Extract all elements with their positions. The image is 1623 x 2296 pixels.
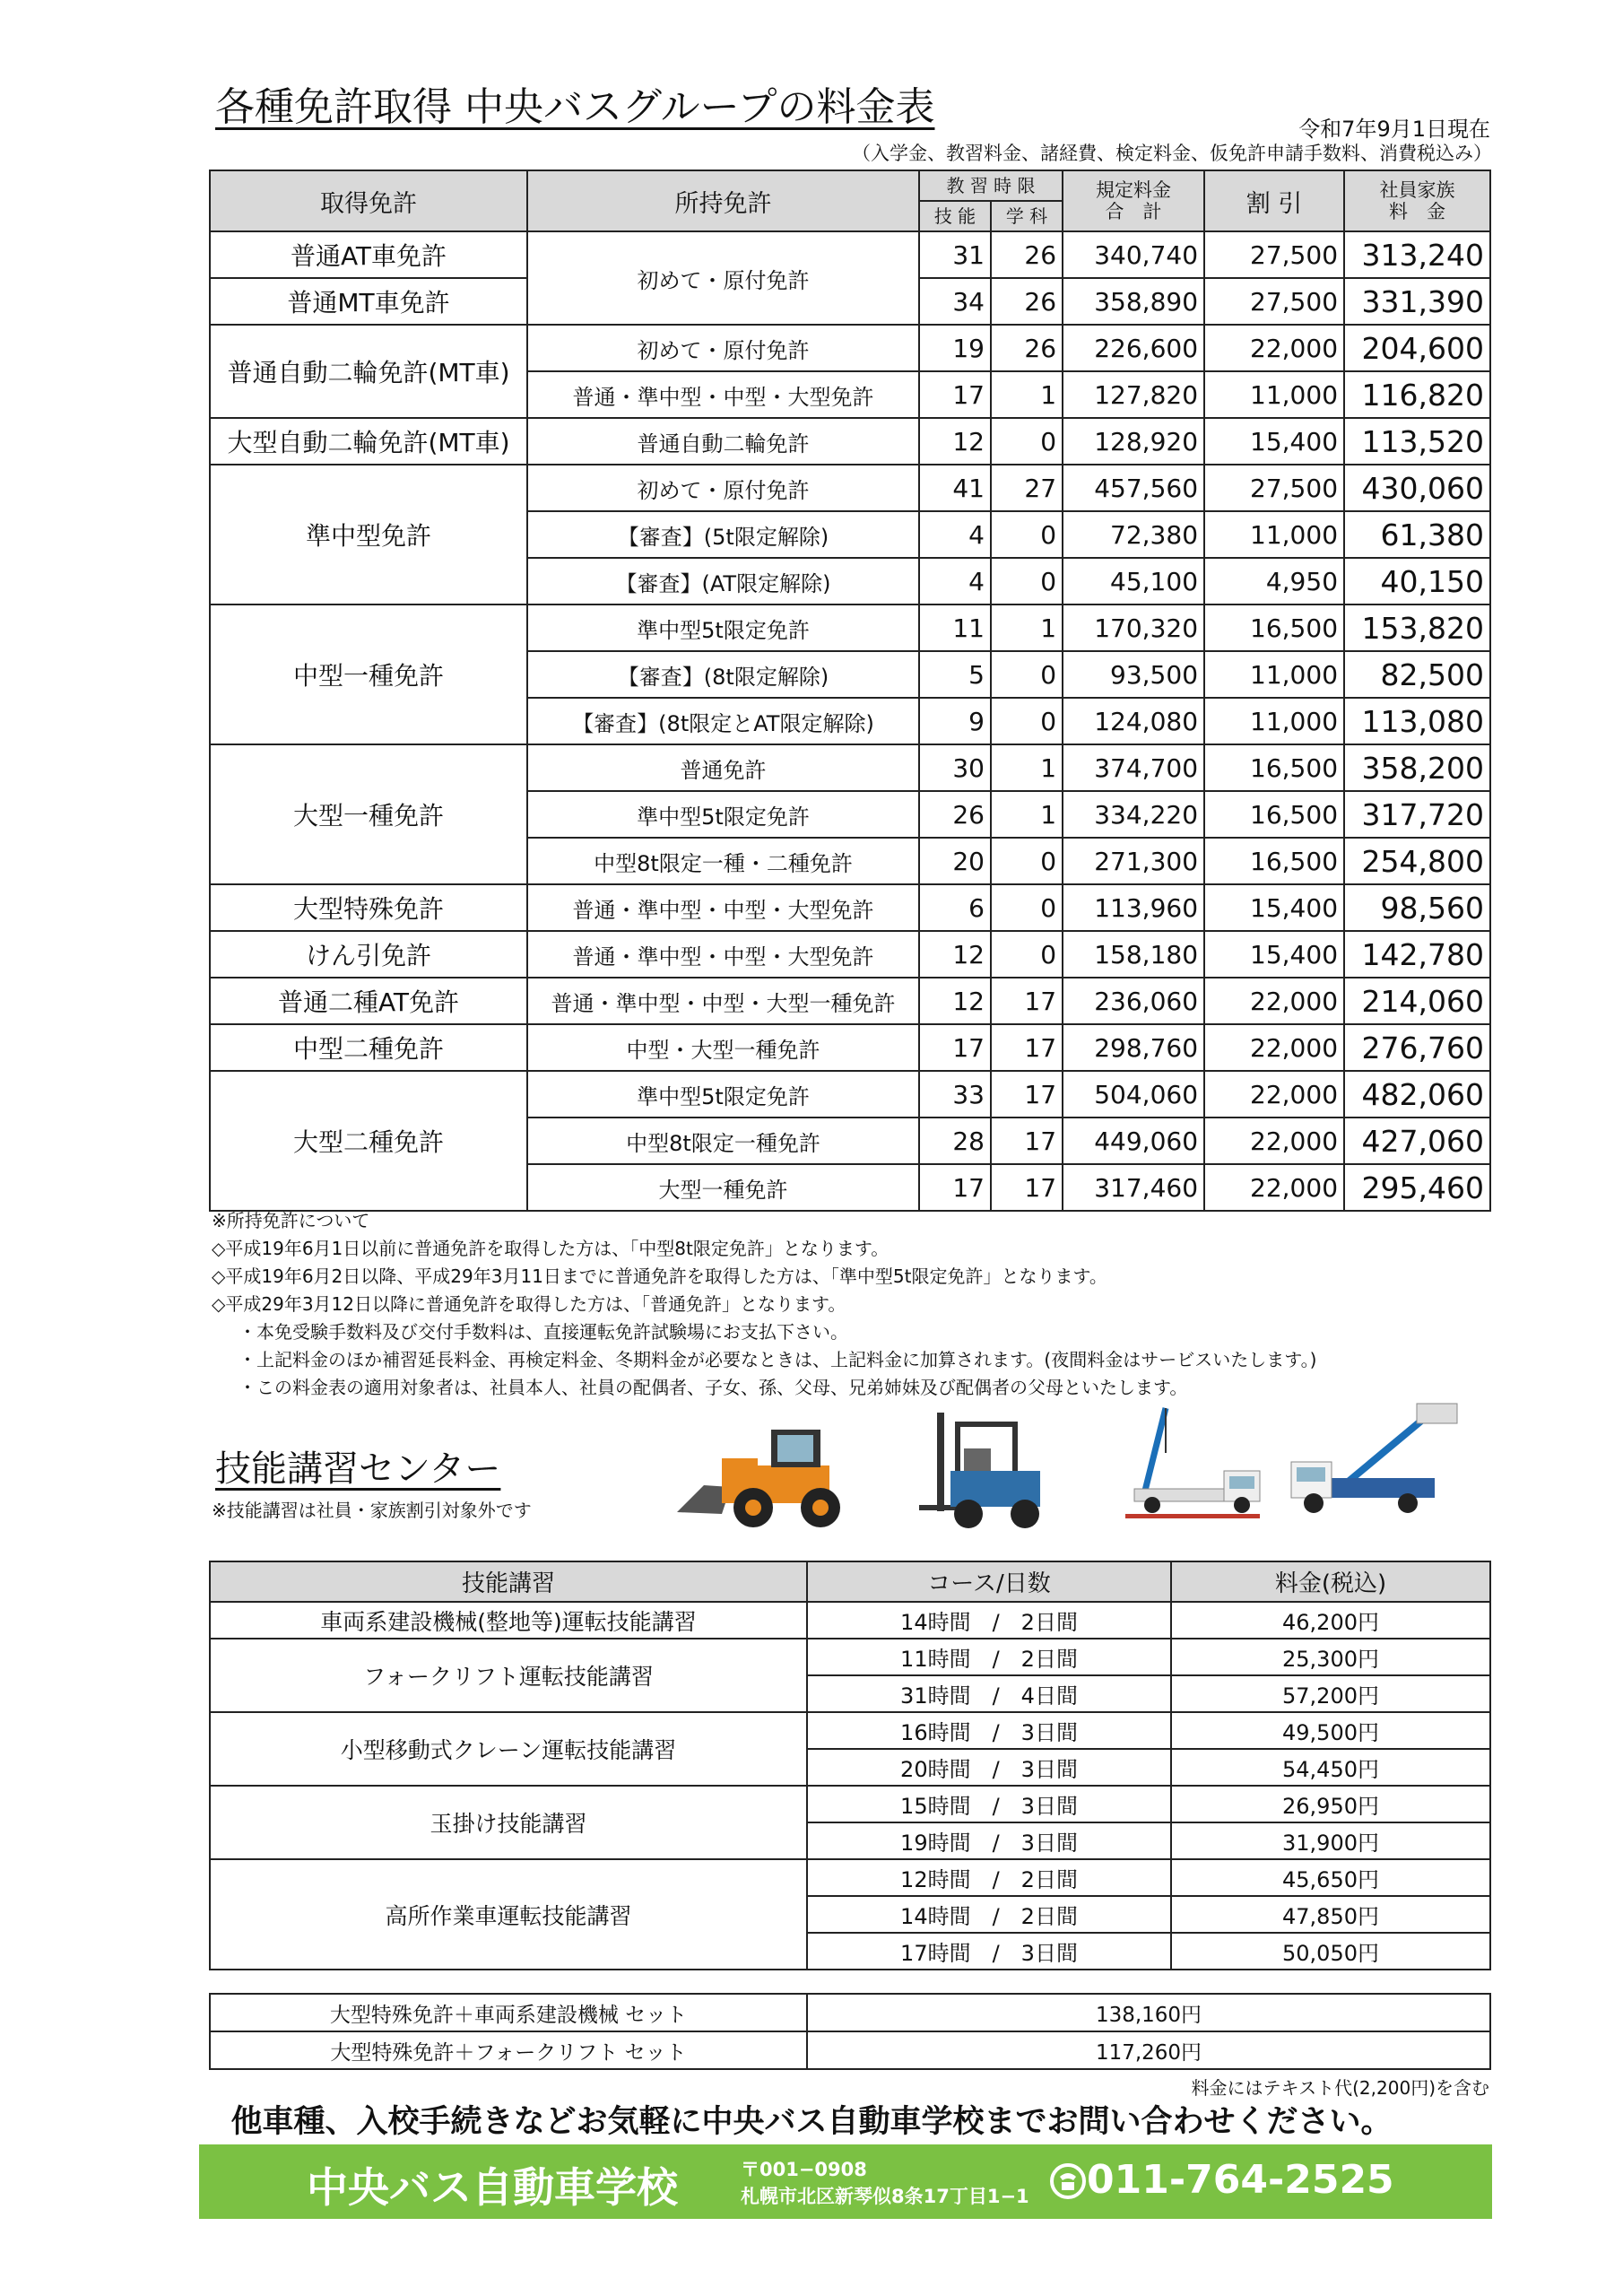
standard-total: 124,080: [1063, 698, 1204, 744]
theory-hours: 0: [991, 651, 1063, 698]
discount-amount: 22,000: [1204, 1164, 1344, 1211]
license-name: 普通AT車免許: [210, 231, 527, 278]
header-duration: コース/日数: [807, 1561, 1171, 1602]
discount-amount: 15,400: [1204, 418, 1344, 465]
course-fee: 57,200円: [1171, 1675, 1490, 1712]
held-license: 中型8t限定一種免許: [527, 1118, 919, 1164]
license-fee-table: [209, 170, 1491, 1212]
standard-total: 504,060: [1063, 1071, 1204, 1118]
course-row: [210, 1712, 1490, 1749]
course-name: 高所作業車運転技能講習: [210, 1859, 807, 1970]
discount-amount: 22,000: [1204, 1071, 1344, 1118]
note-line: ◇平成29年3月12日以降に普通免許を取得した方は、「普通免許」となります。: [212, 1293, 846, 1315]
standard-total: 170,320: [1063, 604, 1204, 651]
theory-hours: 0: [991, 931, 1063, 978]
effective-date: 令和7年9月1日現在: [1298, 117, 1490, 142]
family-fee: 113,080: [1344, 698, 1490, 744]
discount-amount: 16,500: [1204, 791, 1344, 838]
discount-amount: 4,950: [1204, 558, 1344, 604]
standard-total: 271,300: [1063, 838, 1204, 884]
discount-amount: 11,000: [1204, 371, 1344, 418]
theory-hours: 17: [991, 1071, 1063, 1118]
family-fee: 204,600: [1344, 325, 1490, 371]
forklift-image: [910, 1408, 1063, 1534]
family-fee: 430,060: [1344, 465, 1490, 511]
held-license: 初めて・原付免許: [527, 465, 919, 511]
standard-total: 226,600: [1063, 325, 1204, 371]
theory-hours: 0: [991, 558, 1063, 604]
license-name: けん引免許: [210, 931, 527, 978]
standard-total: 128,920: [1063, 418, 1204, 465]
skill-center-title: 技能講習センター: [215, 1448, 501, 1490]
family-fee: 358,200: [1344, 744, 1490, 791]
school-name: 中央バス自動車学校: [307, 2163, 678, 2212]
license-name: 準中型免許: [210, 465, 527, 604]
course-duration: 15時間 / 3日間: [807, 1786, 1171, 1822]
license-name: 大型一種免許: [210, 744, 527, 884]
license-name: 大型自動二輪免許(MT車): [210, 418, 527, 465]
held-license: 普通自動二輪免許: [527, 418, 919, 465]
skill-hours: 6: [919, 884, 991, 931]
discount-amount: 27,500: [1204, 278, 1344, 325]
aerial-work-truck-image: [1282, 1399, 1480, 1534]
set-name: 大型特殊免許＋車両系建設機械 セット: [210, 1994, 807, 2031]
discount-amount: 22,000: [1204, 1118, 1344, 1164]
theory-hours: 0: [991, 418, 1063, 465]
fee-row: [210, 1071, 1490, 1118]
skill-hours: 4: [919, 511, 991, 558]
family-fee: 295,460: [1344, 1164, 1490, 1211]
family-fee: 40,150: [1344, 558, 1490, 604]
theory-hours: 0: [991, 838, 1063, 884]
theory-hours: 0: [991, 698, 1063, 744]
theory-hours: 17: [991, 1118, 1063, 1164]
course-duration: 20時間 / 3日間: [807, 1749, 1171, 1786]
theory-hours: 0: [991, 511, 1063, 558]
family-fee: 98,560: [1344, 884, 1490, 931]
theory-hours: 27: [991, 465, 1063, 511]
note-line: ・この料金表の適用対象者は、社員本人、社員の配偶者、子女、孫、父母、兄弟姉妹及び配偶者の父母といたします。: [239, 1377, 1188, 1398]
note-line: ◇平成19年6月2日以降、平成29年3月11日までに普通免許を取得した方は、「準中型5t限定免許」となります。: [212, 1265, 1107, 1287]
license-name: 大型二種免許: [210, 1071, 527, 1211]
skill-hours: 12: [919, 931, 991, 978]
fee-row: [210, 978, 1490, 1024]
course-duration: 14時間 / 2日間: [807, 1602, 1171, 1639]
standard-total: 72,380: [1063, 511, 1204, 558]
discount-amount: 22,000: [1204, 325, 1344, 371]
discount-amount: 11,000: [1204, 698, 1344, 744]
skill-hours: 26: [919, 791, 991, 838]
discount-amount: 11,000: [1204, 651, 1344, 698]
course-fee: 31,900円: [1171, 1822, 1490, 1859]
family-fee: 113,520: [1344, 418, 1490, 465]
skill-hours: 28: [919, 1118, 991, 1164]
course-fee: 25,300円: [1171, 1639, 1490, 1675]
family-fee: 276,760: [1344, 1024, 1490, 1071]
footer-banner: [199, 2144, 1492, 2219]
header-total: 規定料金 合 計: [1063, 170, 1204, 231]
held-license: 中型・大型一種免許: [527, 1024, 919, 1071]
license-name: 普通自動二輪免許(MT車): [210, 325, 527, 418]
header-theory: 学 科: [991, 201, 1063, 231]
set-fee: 117,260円: [807, 2031, 1490, 2069]
held-license: 初めて・原付免許: [527, 231, 919, 325]
skill-hours: 30: [919, 744, 991, 791]
note-line: ※所持免許について: [212, 1210, 370, 1231]
license-notes: [212, 1207, 1316, 1402]
license-name: 中型二種免許: [210, 1024, 527, 1071]
course-name: 小型移動式クレーン運転技能講習: [210, 1712, 807, 1786]
header-held: 所持免許: [527, 170, 919, 231]
course-fee: 54,450円: [1171, 1749, 1490, 1786]
discount-amount: 27,500: [1204, 465, 1344, 511]
fee-row: [210, 418, 1490, 465]
license-name: 大型特殊免許: [210, 884, 527, 931]
theory-hours: 1: [991, 604, 1063, 651]
skill-hours: 17: [919, 371, 991, 418]
textbook-fee-note: 料金にはテキスト代(2,200円)を含む: [1191, 2077, 1489, 2099]
theory-hours: 26: [991, 325, 1063, 371]
theory-hours: 17: [991, 1164, 1063, 1211]
set-name: 大型特殊免許＋フォークリフト セット: [210, 2031, 807, 2069]
header-license: 取得免許: [210, 170, 527, 231]
standard-total: 358,890: [1063, 278, 1204, 325]
fee-row: [210, 931, 1490, 978]
family-fee: 482,060: [1344, 1071, 1490, 1118]
fee-row: [210, 744, 1490, 791]
skill-hours: 12: [919, 418, 991, 465]
set-row: [210, 1994, 1490, 2031]
course-fee: 26,950円: [1171, 1786, 1490, 1822]
skill-center-note: ※技能講習は社員・家族割引対象外です: [212, 1500, 532, 1521]
phone-icon: [1049, 2162, 1087, 2200]
set-fee-table: [209, 1993, 1491, 2070]
family-fee: 254,800: [1344, 838, 1490, 884]
held-license: 普通・準中型・中型・大型一種免許: [527, 978, 919, 1024]
page-title: 各種免許取得 中央バスグループの料金表: [215, 84, 935, 130]
skill-hours: 12: [919, 978, 991, 1024]
discount-amount: 22,000: [1204, 978, 1344, 1024]
family-fee: 153,820: [1344, 604, 1490, 651]
standard-total: 45,100: [1063, 558, 1204, 604]
header-skill: 技 能: [919, 201, 991, 231]
header-course: 技能講習: [210, 1561, 807, 1602]
course-fee: 45,650円: [1171, 1859, 1490, 1896]
standard-total: 158,180: [1063, 931, 1204, 978]
header-hours: 教 習 時 限: [919, 170, 1063, 201]
skill-hours: 4: [919, 558, 991, 604]
fee-row: [210, 325, 1490, 371]
fee-inclusion-note: （入学金、教習料金、諸経費、検定料金、仮免許申請手数料、消費税込み）: [852, 143, 1492, 164]
held-license: 【審査】(8t限定とAT限定解除): [527, 698, 919, 744]
course-fee: 50,050円: [1171, 1933, 1490, 1970]
wheel-loader-image: [668, 1413, 874, 1530]
fee-row: [210, 604, 1490, 651]
course-row: [210, 1639, 1490, 1675]
course-duration: 31時間 / 4日間: [807, 1675, 1171, 1712]
course-fee: 47,850円: [1171, 1896, 1490, 1933]
family-fee: 116,820: [1344, 371, 1490, 418]
note-line: ・本免受験手数料及び交付手数料は、直接運転免許試験場にお支払下さい。: [239, 1321, 848, 1343]
theory-hours: 1: [991, 791, 1063, 838]
family-fee: 61,380: [1344, 511, 1490, 558]
contact-message: 他車種、入校手続きなどお気軽に中央バス自動車学校までお問い合わせください。: [230, 2104, 1393, 2140]
skill-hours: 41: [919, 465, 991, 511]
standard-total: 127,820: [1063, 371, 1204, 418]
course-duration: 14時間 / 2日間: [807, 1896, 1171, 1933]
note-line: ◇平成19年6月1日以前に普通免許を取得した方は、「中型8t限定免許」となります。: [212, 1238, 890, 1259]
license-name: 中型一種免許: [210, 604, 527, 744]
skill-hours: 11: [919, 604, 991, 651]
course-duration: 12時間 / 2日間: [807, 1859, 1171, 1896]
discount-amount: 15,400: [1204, 931, 1344, 978]
standard-total: 334,220: [1063, 791, 1204, 838]
family-fee: 427,060: [1344, 1118, 1490, 1164]
skill-hours: 17: [919, 1164, 991, 1211]
theory-hours: 1: [991, 744, 1063, 791]
discount-amount: 16,500: [1204, 838, 1344, 884]
family-fee: 331,390: [1344, 278, 1490, 325]
held-license: 普通・準中型・中型・大型免許: [527, 884, 919, 931]
skill-hours: 34: [919, 278, 991, 325]
standard-total: 93,500: [1063, 651, 1204, 698]
fee-row: [210, 884, 1490, 931]
standard-total: 457,560: [1063, 465, 1204, 511]
held-license: 中型8t限定一種・二種免許: [527, 838, 919, 884]
header-discount: 割 引: [1204, 170, 1344, 231]
license-name: 普通二種AT免許: [210, 978, 527, 1024]
course-duration: 16時間 / 3日間: [807, 1712, 1171, 1749]
theory-hours: 17: [991, 978, 1063, 1024]
set-fee: 138,160円: [807, 1994, 1490, 2031]
standard-total: 298,760: [1063, 1024, 1204, 1071]
course-row: [210, 1859, 1490, 1896]
discount-amount: 16,500: [1204, 604, 1344, 651]
header-fee: 料金(税込): [1171, 1561, 1490, 1602]
standard-total: 449,060: [1063, 1118, 1204, 1164]
course-row: [210, 1786, 1490, 1822]
held-license: 準中型5t限定免許: [527, 604, 919, 651]
license-name: 普通MT車免許: [210, 278, 527, 325]
held-license: 準中型5t限定免許: [527, 1071, 919, 1118]
held-license: 初めて・原付免許: [527, 325, 919, 371]
skill-hours: 31: [919, 231, 991, 278]
course-row: [210, 1602, 1490, 1639]
theory-hours: 1: [991, 371, 1063, 418]
course-name: 玉掛け技能講習: [210, 1786, 807, 1859]
held-license: 普通・準中型・中型・大型免許: [527, 931, 919, 978]
set-row: [210, 2031, 1490, 2069]
held-license: 【審査】(5t限定解除): [527, 511, 919, 558]
standard-total: 317,460: [1063, 1164, 1204, 1211]
theory-hours: 17: [991, 1024, 1063, 1071]
theory-hours: 26: [991, 231, 1063, 278]
family-fee: 313,240: [1344, 231, 1490, 278]
held-license: 準中型5t限定免許: [527, 791, 919, 838]
held-license: 【審査】(AT限定解除): [527, 558, 919, 604]
family-fee: 82,500: [1344, 651, 1490, 698]
school-address: 札幌市北区新琴似8条17丁目1−1: [741, 2186, 1029, 2207]
skill-course-table: [209, 1561, 1491, 1970]
family-fee: 317,720: [1344, 791, 1490, 838]
discount-amount: 16,500: [1204, 744, 1344, 791]
skill-hours: 33: [919, 1071, 991, 1118]
course-fee: 49,500円: [1171, 1712, 1490, 1749]
skill-hours: 5: [919, 651, 991, 698]
course-duration: 19時間 / 3日間: [807, 1822, 1171, 1859]
held-license: 大型一種免許: [527, 1164, 919, 1211]
skill-hours: 19: [919, 325, 991, 371]
discount-amount: 22,000: [1204, 1024, 1344, 1071]
discount-amount: 11,000: [1204, 511, 1344, 558]
course-name: フォークリフト運転技能講習: [210, 1639, 807, 1712]
postal-code: 〒001−0908: [741, 2159, 867, 2180]
fee-row: [210, 1024, 1490, 1071]
family-fee: 214,060: [1344, 978, 1490, 1024]
held-license: 普通・準中型・中型・大型免許: [527, 371, 919, 418]
discount-amount: 27,500: [1204, 231, 1344, 278]
course-duration: 17時間 / 3日間: [807, 1933, 1171, 1970]
course-name: 車両系建設機械(整地等)運転技能講習: [210, 1602, 807, 1639]
theory-hours: 26: [991, 278, 1063, 325]
standard-total: 236,060: [1063, 978, 1204, 1024]
standard-total: 374,700: [1063, 744, 1204, 791]
standard-total: 340,740: [1063, 231, 1204, 278]
held-license: 普通免許: [527, 744, 919, 791]
course-duration: 11時間 / 2日間: [807, 1639, 1171, 1675]
fee-row: [210, 231, 1490, 278]
note-line: ・上記料金のほか補習延長料金、再検定料金、冬期料金が必要なときは、上記料金に加算されます。(夜間料金はサービスいたします。): [239, 1349, 1317, 1370]
family-fee: 142,780: [1344, 931, 1490, 978]
theory-hours: 0: [991, 884, 1063, 931]
skill-hours: 9: [919, 698, 991, 744]
skill-hours: 17: [919, 1024, 991, 1071]
crane-truck-image: [1116, 1399, 1269, 1534]
standard-total: 113,960: [1063, 884, 1204, 931]
held-license: 【審査】(8t限定解除): [527, 651, 919, 698]
phone-number[interactable]: 011-764-2525: [1087, 2157, 1394, 2203]
header-family: 社員家族 料 金: [1344, 170, 1490, 231]
skill-hours: 20: [919, 838, 991, 884]
fee-row: [210, 465, 1490, 511]
course-fee: 46,200円: [1171, 1602, 1490, 1639]
discount-amount: 15,400: [1204, 884, 1344, 931]
